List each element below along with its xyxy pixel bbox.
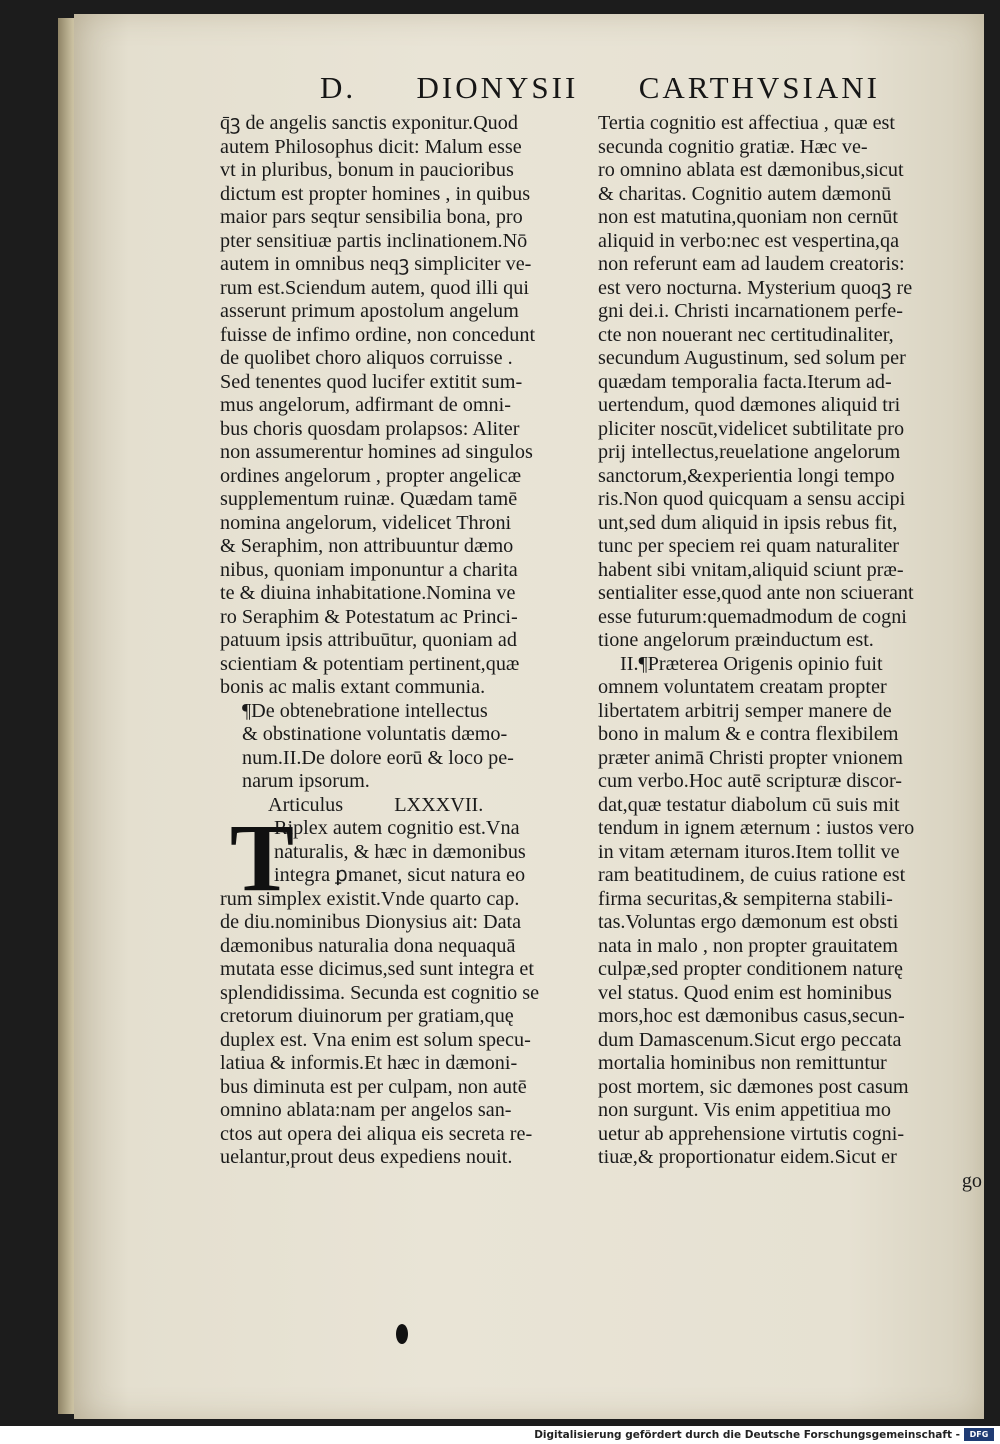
running-head-center: DIONYSII — [416, 70, 579, 105]
text-line: unt,sed dum aliquid in ipsis rebus fit, — [598, 511, 898, 534]
text-line: latiua & informis.Et hæc in dæmoni- — [220, 1052, 518, 1074]
text-line: non assumerentur homines ad singulos — [220, 441, 533, 463]
text-line: post mortem, sic dæmones post casum — [598, 1075, 909, 1098]
text-line: II.¶Præterea Origenis opinio fuit — [620, 652, 883, 675]
text-line: libertatem arbitrij semper manere de — [598, 699, 892, 722]
text-line: integra ꝑmanet, sicut natura eo — [274, 864, 526, 886]
text-line: q̄ꝫ de angelis sanctis exponitur.Quod — [220, 112, 518, 134]
text-line: & Seraphim, non attribuuntur dæmo — [220, 535, 514, 557]
dropcap-letter: T — [230, 804, 295, 911]
article-number: LXXXVII. — [394, 793, 484, 816]
text-line: ro omnino ablata est dæmonibus,sicut — [598, 159, 904, 181]
dfg-logo-icon: DFG — [964, 1428, 994, 1441]
text-line: habent sibi vnitam,aliquid sciunt præ- — [598, 558, 904, 581]
text-line: non surgunt. Vis enim appetitiua mo — [598, 1099, 891, 1121]
text-line: autem Philosophus dicit: Malum esse — [220, 135, 522, 158]
text-line: nata in malo , non propter grauitatem — [598, 934, 898, 957]
text-line: omnino ablata:nam per angelos san- — [220, 1099, 512, 1121]
text-line: dictum est propter homines , in quibus — [220, 182, 531, 205]
running-head-left: D. — [320, 70, 357, 105]
text-line: tendum in ignem æternum : iustos vero — [598, 817, 915, 839]
text-line: aliquid in verbo:nec est vespertina,qa — [598, 229, 900, 252]
text-line: asserunt primum apostolum angelum — [220, 300, 519, 322]
text-line: mors,hoc est dæmonibus casus,secun- — [598, 1005, 905, 1027]
text-line: gni dei.i. Christi incarnationem perfe- — [598, 300, 903, 322]
text-line: ordines angelorum , propter angelicæ — [220, 464, 522, 487]
left-column-paragraph-continued — [220, 888, 590, 1170]
text-line: rum simplex existit.Vnde quarto cap. — [220, 887, 520, 910]
text-line: cretorum diuinorum per gratiam,quę — [220, 1005, 514, 1027]
text-line: tunc per speciem rei quam naturaliter — [598, 535, 899, 557]
text-line: ctos aut opera dei aliqua eis secreta re- — [220, 1122, 533, 1145]
text-line: firma securitas,& sempiterna stabili- — [598, 887, 893, 910]
text-line: tione angelorum præinductum est. — [598, 629, 874, 651]
text-line: esse futurum:quemadmodum de cogni — [598, 605, 907, 628]
running-head-right: CARTHVSIANI — [638, 70, 880, 105]
right-text-column — [598, 112, 986, 1193]
text-line: vel status. Quod enim est hominibus — [598, 981, 892, 1004]
running-head — [320, 70, 880, 106]
text-line: narum ipsorum. — [242, 770, 370, 792]
text-line: bus choris quosdam prolapsos: Aliter — [220, 417, 520, 440]
text-line: vt in pluribus, bonum in paucioribus — [220, 159, 514, 181]
text-line: & charitas. Cognitio autem dæmonū — [598, 182, 892, 205]
right-column-section-two — [598, 653, 986, 1170]
text-line: tiuæ,& proportionatur eidem.Sicut er — [598, 1146, 897, 1168]
left-text-column — [220, 112, 590, 1170]
text-line: mutata esse dicimus,sed sunt integra et — [220, 958, 534, 980]
text-line: pter sensitiuæ partis inclinationem.Nō — [220, 229, 528, 252]
ink-blot-mark — [396, 1324, 408, 1344]
text-line: splendidissima. Secunda est cognitio se — [220, 981, 540, 1004]
text-line: ris.Non quod quicquam a sensu accipi — [598, 488, 906, 510]
text-line: ram beatitudinem, de cuius ratione est — [598, 864, 906, 886]
text-line: non referunt eam ad laudem creatoris: — [598, 253, 905, 275]
text-line: uetur ab apprehensione virtutis cogni- — [598, 1122, 905, 1145]
text-line: sanctorum,&experientia longi tempo — [598, 464, 895, 487]
text-line: secunda cognitio gratiæ. Hæc ve- — [598, 135, 868, 158]
text-line: secundum Augustinum, sed solum per — [598, 347, 906, 369]
text-line: autem in omnibus neqꝫ simpliciter ve- — [220, 253, 532, 275]
text-line: te & diuina inhabitatione.Nomina ve — [220, 582, 516, 604]
text-line: sentialiter esse,quod ante non sciuerant — [598, 582, 914, 604]
text-line: dum Damascenum.Sicut ergo peccata — [598, 1028, 902, 1051]
text-line: pliciter noscūt,videlicet subtilitate pro — [598, 417, 905, 440]
text-line: num.II.De dolore eorū & loco pe- — [242, 746, 514, 769]
funding-credit: Digitalisierung gefördert durch die Deutsche Forschungsgemeinschaft - — [534, 1429, 960, 1441]
text-line: Tertia cognitio est affectiua , quæ est — [598, 112, 896, 134]
text-line: non est matutina,quoniam non cernūt — [598, 206, 898, 228]
text-line: de diu.nominibus Dionysius ait: Data — [220, 911, 522, 933]
text-line: & obstinatione voluntatis dæmo- — [242, 723, 508, 745]
text-line: cte non nouerant nec certitudinaliter, — [598, 323, 894, 346]
text-line: cum verbo.Hoc autē scripturæ discor- — [598, 770, 902, 792]
text-line: uelantur,prout deus expediens nouit. — [220, 1146, 513, 1168]
footer-bar — [0, 1426, 1000, 1444]
text-line: nomina angelorum, videlicet Throni — [220, 511, 512, 534]
right-column-paragraph — [598, 112, 986, 653]
chapter-caption — [220, 700, 590, 794]
text-line: est vero nocturna. Mysterium quoqꝫ re — [598, 276, 913, 299]
text-line: quædam temporalia facta.Iterum ad- — [598, 370, 892, 393]
text-line: præter animā Christi propter vnionem — [598, 746, 903, 769]
text-line: dat,quæ testatur diabolum cū suis mit — [598, 793, 900, 816]
article-label: Articulus — [268, 793, 344, 816]
text-line: Riplex autem cognitio est.Vna — [274, 817, 520, 839]
text-line: bono in malum & e contra flexibilem — [598, 723, 899, 745]
text-line: bus diminuta est per culpam, non autē — [220, 1075, 527, 1098]
text-line: culpæ,sed propter conditionem naturę — [598, 958, 903, 980]
text-line: de quolibet choro aliquos corruisse . — [220, 347, 513, 369]
text-line: mortalia hominibus non remittuntur — [598, 1052, 887, 1074]
text-line: ro Seraphim & Potestatum ac Princi- — [220, 605, 518, 628]
text-line: bonis ac malis extant communia. — [220, 676, 486, 698]
text-line: tas.Voluntas ergo dæmonum est obsti — [598, 911, 899, 933]
left-column-paragraph — [220, 112, 590, 700]
text-line: uertendum, quod dæmones aliquid tri — [598, 394, 901, 416]
text-line: fuisse de infimo ordine, non concedunt — [220, 323, 536, 346]
text-line: supplementum ruinæ. Quædam tamē — [220, 488, 518, 510]
text-line: in vitam æternam ituros.Item tollit ve — [598, 840, 900, 863]
text-line: Sed tenentes quod lucifer extitit sum- — [220, 370, 523, 393]
text-line: omnem voluntatem creatam propter — [598, 676, 887, 698]
text-line: duplex est. Vna enim est solum specu- — [220, 1028, 531, 1051]
text-line: rum est.Sciendum autem, quod illi qui — [220, 276, 529, 299]
text-line: prij intellectus,reuelatione angelorum — [598, 441, 901, 463]
text-line: naturalis, & hæc in dæmonibus — [274, 840, 526, 863]
text-line: maior pars seqtur sensibilia bona, pro — [220, 206, 523, 228]
text-line: ¶De obtenebratione intellectus — [242, 699, 488, 722]
text-line: nibus, quoniam imponuntur a charita — [220, 558, 518, 581]
text-line: patuum ipsis attribuūtur, quoniam ad — [220, 629, 517, 651]
text-line: mus angelorum, adfirmant de omni- — [220, 394, 511, 416]
text-line: dæmonibus naturalia dona nequaquā — [220, 934, 516, 957]
text-line: scientiam & potentiam pertinent,quæ — [220, 652, 520, 675]
catchword: go — [961, 1169, 982, 1192]
